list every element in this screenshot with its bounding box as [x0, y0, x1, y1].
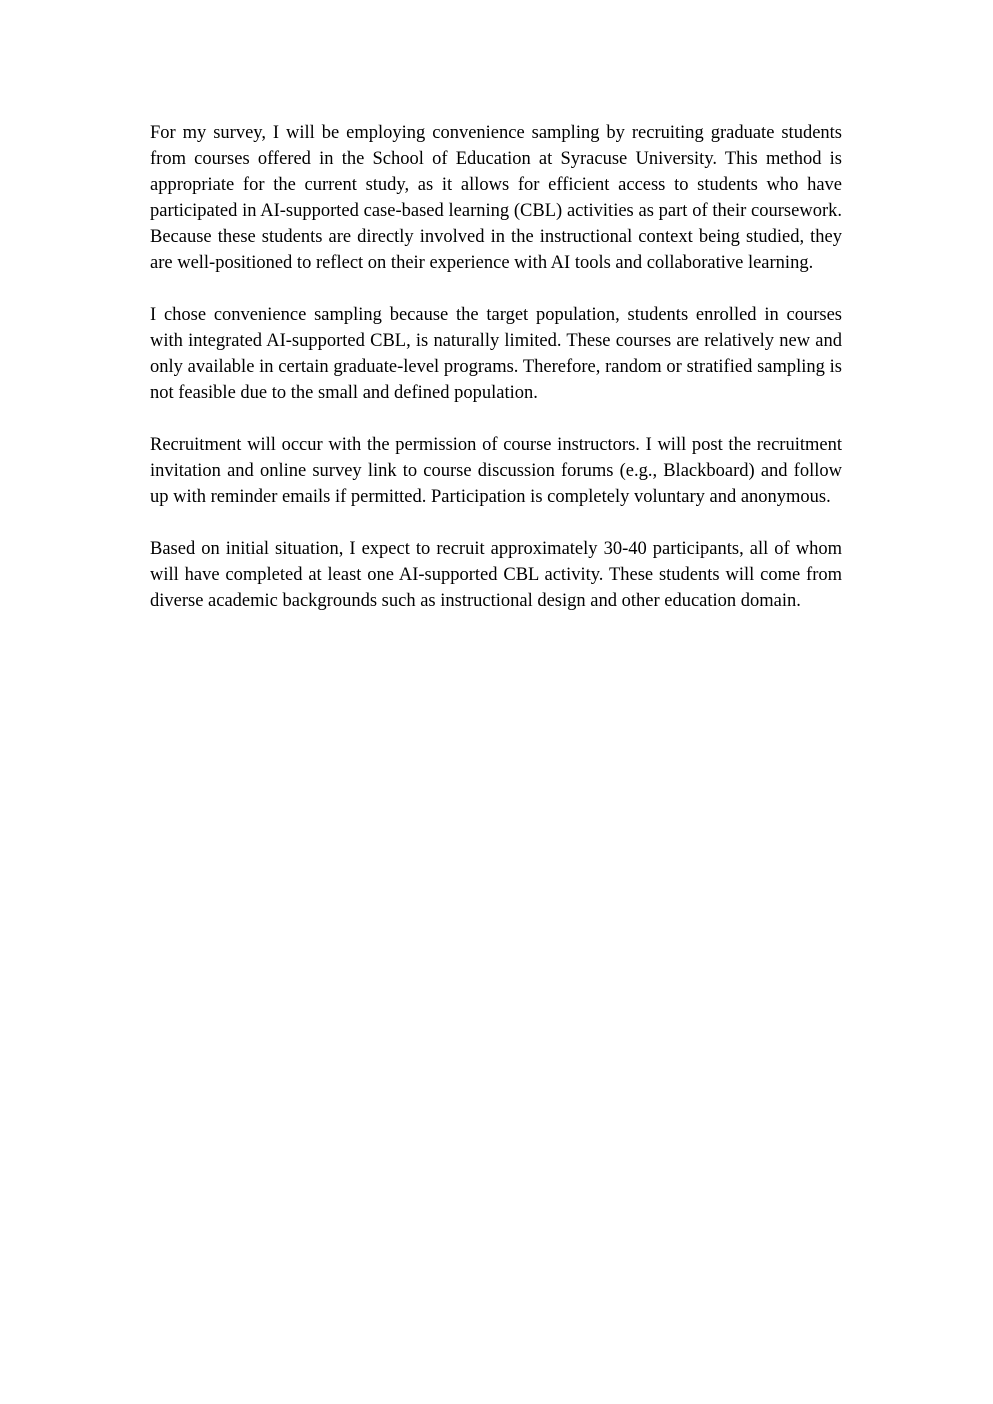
paragraph-recruitment: Recruitment will occur with the permission of course instructors. I will post the recruitment invitation and online survey link to course discussion forums (e.g., Blackboard) and follow up with reminder emails if permitted. Participation is completely voluntary and anonymous. — [150, 435, 842, 507]
document-body — [150, 120, 842, 640]
paragraph-sampling-method: For my survey, I will be employing convenience sampling by recruiting graduate students from courses offered in the School of Education at Syracuse University. This method is appropriate for the current study, as it allows for efficient access to students who have participated in AI-supported case-based learning (CBL) activities as part of their coursework. Because these students are directly involved in the instructional context being studied, they are well-positioned to reflect on their experience with AI tools and collaborative learning. — [150, 123, 842, 273]
paragraph-sampling-rationale: I chose convenience sampling because the target population, students enrolled in courses with integrated AI-supported CBL, is naturally limited. These courses are relatively new and only available in certain graduate-level programs. Therefore, random or stratified sampling is not feasible due to the small and defined population. — [150, 305, 842, 403]
paragraph-expected-participants: Based on initial situation, I expect to recruit approximately 30-40 participants, all of whom will have completed at least one AI-supported CBL activity. These students will come from diverse academic backgrounds such as instructional design and other education domain. — [150, 539, 842, 611]
